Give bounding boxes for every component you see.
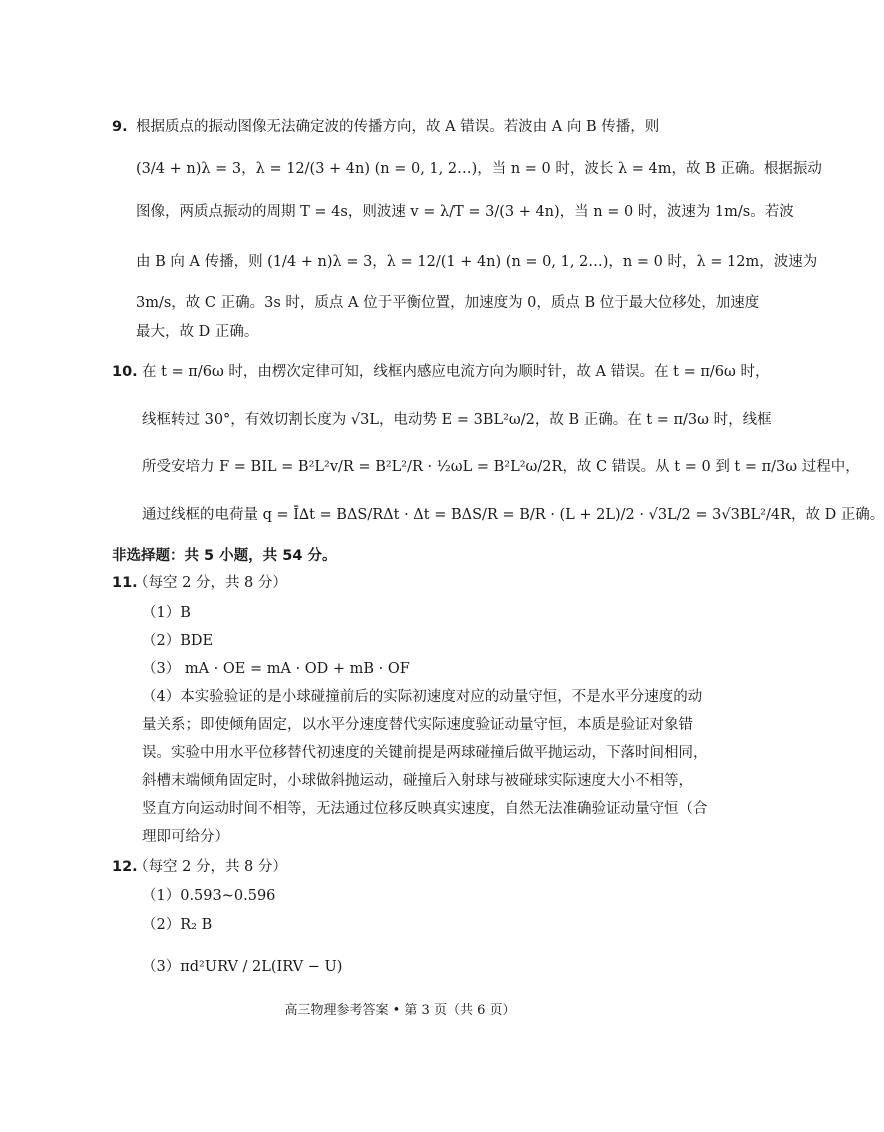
q11-part4-line-3: 误。实验中用水平位移替代初速度的关键前提是两球碰撞后做平抛运动，下落时间相同， (142, 745, 708, 761)
q10-number: 10. (112, 364, 138, 380)
q9-line-2: (3/4 + n)λ = 3，λ = 12/(3 + 4n) (n = 0, 1, 2…)，当 n = 0 时，波长 λ = 4m，故 B 正确。根据振动 (136, 161, 822, 177)
q11-number: 11. (112, 575, 138, 591)
q11-part4-line-2: 量关系；即使倾角固定，以水平分速度替代实际速度验证动量守恒，本质是验证对象错 (142, 717, 693, 733)
q9-line-5: 3m/s，故 C 正确。3s 时，质点 A 位于平衡位置，加速度为 0，质点 B 位于最大位移处，加速度 (136, 295, 760, 311)
page-footer: 高三物理参考答案 • 第 3 页（共 6 页） (284, 1003, 516, 1018)
q10-line-4: 通过线框的电荷量 q = Ī∆t = BΔS/RΔt · Δt = BΔS/R = B/R · (L + 2L)/2 · √3L/2 = 3√3BL²/4R，故 D 正确。 (142, 507, 884, 523)
section-header: 非选择题：共 5 小题，共 54 分。 (112, 548, 337, 564)
q10-line-1: 在 t = π/6ω 时，由楞次定律可知，线框内感应电流方向为顺时针，故 A 错误。在 t = π/6ω 时， (142, 364, 770, 380)
q11-score-note: （每空 2 分，共 8 分） (134, 575, 287, 591)
q12-answer-2: （2）R₂ B (142, 917, 213, 933)
q11-part4-line-5: 竖直方向运动时间不相等，无法通过位移反映真实速度，自然无法准确验证动量守恒（合 (142, 801, 708, 817)
q9-number: 9. (112, 119, 128, 135)
q10-line-3: 所受安培力 F = BIL = B²L²v/R = B²L²/R · ½ωL = B²L²ω/2R，故 C 错误。从 t = 0 到 t = π/3ω 过程中， (142, 459, 860, 475)
q9-line-6: 最大，故 D 正确。 (136, 324, 259, 340)
q12-score-note: （每空 2 分，共 8 分） (134, 859, 287, 875)
q10-line-2: 线框转过 30°，有效切割长度为 √3L，电动势 E = 3BL²ω/2，故 B 正确。在 t = π/3ω 时，线框 (142, 412, 772, 428)
q9-line-3: 图像，两质点振动的周期 T = 4s，则波速 v = λ/T = 3/(3 + 4n)，当 n = 0 时，波速为 1m/s。若波 (136, 204, 794, 220)
q11-answer-2: （2）BDE (142, 633, 214, 649)
q11-part4-line-1: （4）本实验验证的是小球碰撞前后的实际初速度对应的动量守恒，不是水平分速度的动 (142, 689, 703, 705)
q12-answer-3: （3）πd²URV / 2L(IRV − U) (142, 959, 343, 975)
q12-number: 12. (112, 859, 138, 875)
q11-answer-3: （3） mA · OE = mA · OD + mB · OF (142, 661, 410, 677)
q11-part4-line-6: 理即可给分） (142, 829, 229, 845)
q11-part4-line-4: 斜槽末端倾角固定时，小球做斜抛运动，碰撞后入射球与被碰球实际速度大小不相等， (142, 773, 693, 789)
q9-line-1: 根据质点的振动图像无法确定波的传播方向，故 A 错误。若波由 A 向 B 传播，则 (136, 119, 660, 135)
q11-answer-1: （1）B (142, 605, 191, 621)
q9-line-4: 由 B 向 A 传播，则 (1/4 + n)λ = 3，λ = 12/(1 + 4n) (n = 0, 1, 2…)，n = 0 时，λ = 12m，波速为 (136, 254, 818, 270)
q12-answer-1: （1）0.593~0.596 (142, 888, 276, 904)
